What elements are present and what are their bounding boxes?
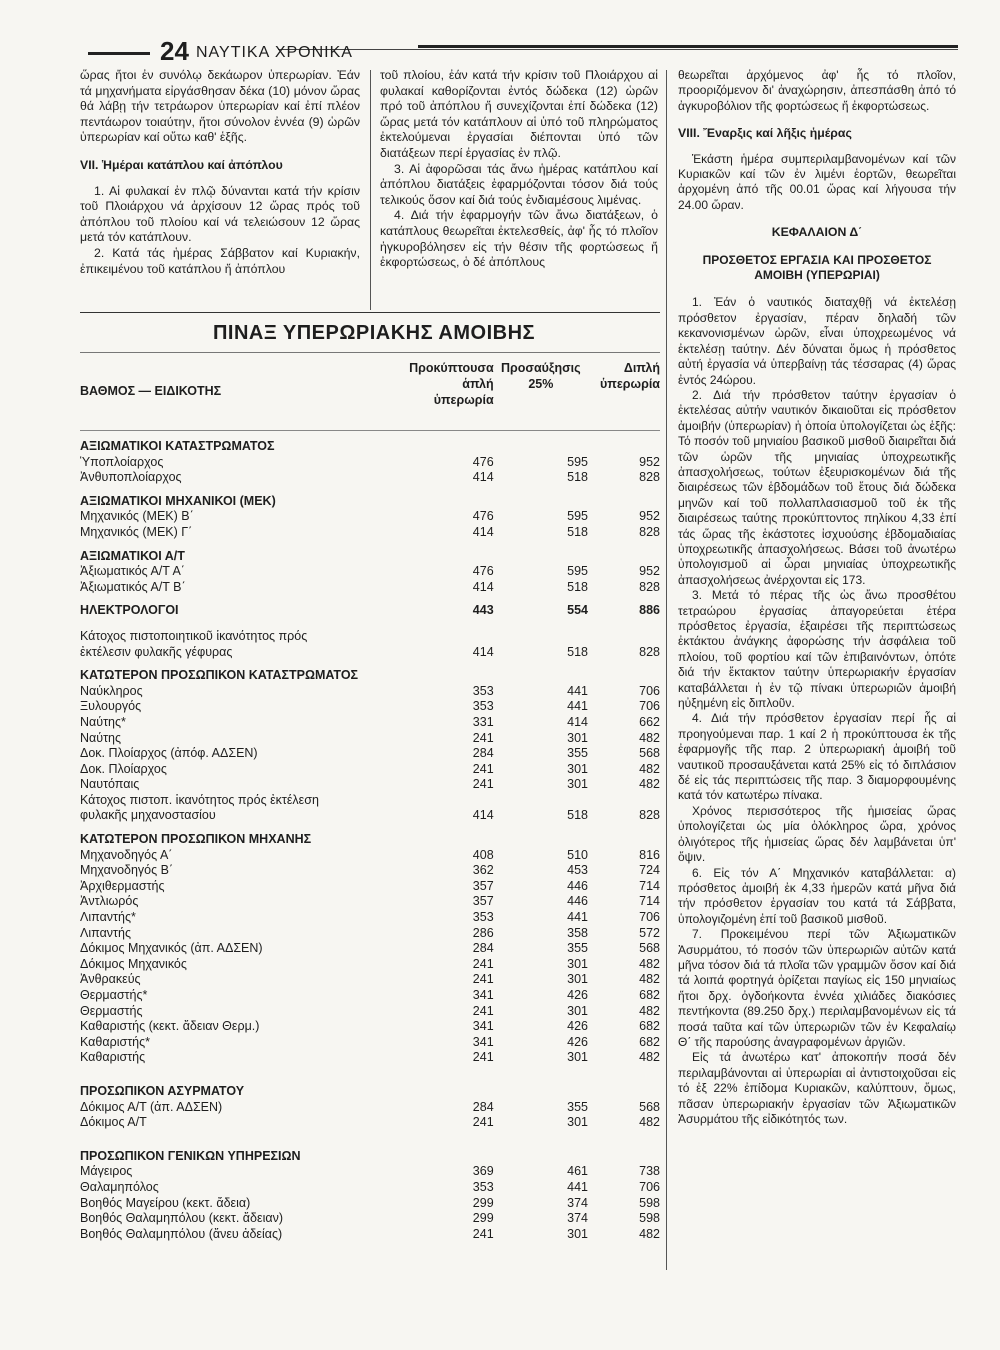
paragraph: Εἰς τά ἀνωτέρω κατ' ἀποκοπήν ποσά δέν περιλαμβάνονται αἱ ὑπερωρίαι αἱ ἀντιστοιχοῦσαι εἰς τό ἐξ 22% ἐπίδομα Κυριακῶν, καλύπτουν, ὅμως, πᾶσαν ὑπερωριακήν ἐργασίαν τῶν Ἀξιωματικῶν Ἀσυρμάτου τῆς εἰδικότητός των. bbox=[678, 1050, 956, 1126]
table-row bbox=[80, 848, 660, 864]
table-cell: 572 bbox=[639, 925, 660, 940]
table-cell: 426 bbox=[567, 1019, 589, 1034]
table-cell: 241 bbox=[472, 1115, 494, 1130]
table-row bbox=[80, 972, 660, 988]
table-cell: 301 bbox=[567, 1003, 589, 1018]
table-cell: 374 bbox=[567, 1195, 589, 1210]
table-cell: 828 bbox=[639, 808, 660, 823]
table-cell: 482 bbox=[639, 761, 660, 776]
table-row bbox=[80, 894, 660, 910]
text-column-1 bbox=[80, 68, 360, 277]
table-row bbox=[80, 1100, 660, 1116]
table-cell: 301 bbox=[567, 777, 589, 792]
table-cell: 828 bbox=[639, 470, 660, 485]
table-header-row bbox=[80, 360, 660, 408]
table-cell: 828 bbox=[639, 644, 660, 659]
page-header bbox=[88, 36, 958, 70]
table-cell: 414 bbox=[472, 808, 494, 823]
table-cell: Ξυλουργός bbox=[80, 699, 142, 714]
table-cell: 353 bbox=[472, 910, 494, 925]
table-cell: ΑΞΙΩΜΑΤΙΚΟΙ Α/Τ bbox=[80, 548, 185, 563]
table-section-row bbox=[80, 431, 660, 455]
table-cell: 355 bbox=[567, 746, 589, 761]
table-cell: Ναύτης bbox=[80, 730, 122, 745]
table-row bbox=[80, 470, 660, 486]
paragraph: 2. Διά τήν πρόσθετον ταύτην ἐργασίαν ὁ ἐκτελέσας αὐτήν ναυτικόν δικαιοῦται εἰς πρόσθετον ἀμοιβήν (ὑπερωρίαν) ἡ ὁποία ὑπολογίζεται ὡς ἑξῆς: Τό ποσόν τοῦ μηνιαίου βασικοῦ μισθοῦ διαιρεῖται διά τῶν ὡρῶν τῆς μηνιαίας ὑποχρεωτικῆς ἀπασχολήσεως, τούτων ἐξευρισκομένων διά τῆς διαιρέσεως τῶν ἑβδομάδων τοῦ ἔτους διά δώδεκα μηνῶν καί τοῦ πολλαπλασιασμοῦ τοῦ ἐκ τῆς διαιρέσεως ταύτης προκύπτοντος πηλίκου 4,33 ἐπί τάς ὥρας τῆς ἑκάστοτες ἰσχυούσης ἑβδομαδιαίας ὑποχρεωτικῆς ἀπασχολήσεως. Βάσει τοῦ ἀνωτέρω ὑπολογισμοῦ αἱ ὧραι μηνιαίας ὑποχρεωτικῆς ἀπασχολήσεως ἀνέρχονται εἰς 173. bbox=[678, 387, 956, 587]
table-cell: 414 bbox=[567, 714, 589, 729]
table-cell: Θερμαστής bbox=[80, 1003, 143, 1018]
table-cell: 518 bbox=[567, 524, 589, 539]
table-cell: ΠΡΟΣΩΠΙΚΟΝ ΑΣΥΡΜΑΤΟΥ bbox=[80, 1083, 245, 1098]
table-cell: Δόκιμος Μηχανικός (ἀπ. ΑΔΣΕΝ) bbox=[80, 941, 263, 956]
table-cell: 441 bbox=[567, 910, 589, 925]
table-row bbox=[80, 1019, 660, 1035]
paragraph: Χρόνος περισσότερος τῆς ἡμισείας ὥρας ὑπολογίζεται ὡς μία ὁλόκληρος ὥρα, χρόνος ὀλιγότερος τῆς ἡμισείας ὥρας δέν λαμβάνεται ὑπ' ὄψιν. bbox=[678, 803, 956, 865]
header-rule bbox=[418, 45, 958, 48]
column-divider bbox=[370, 70, 371, 310]
table-cell: 724 bbox=[639, 863, 660, 878]
table-row bbox=[80, 1211, 660, 1227]
table-row bbox=[80, 715, 660, 731]
paragraph: θεωρεῖται ἀρχόμενος ἀφ' ἧς τό πλοῖον, προοριζόμενον δι' ἀναχώρησιν, ἀπεσπάσθη ἀπό τό ἀγκυροβόλιον τῆς φορτώσεως ἤ ἐκφορτώσεως. bbox=[678, 68, 956, 113]
table-cell: 414 bbox=[472, 524, 494, 539]
paragraph: τοῦ πλοίου, ἐάν κατά τήν κρίσιν τοῦ Πλοιάρχου αἱ φυλακαί καθορίζονται ἐντός δώδεκα (12) ὡρῶν πρό τοῦ ἀπόπλου ἤ συνεχίζονται ἐπί δώδεκα (12) ὥρας μετά τόν κατάπλουν αἱ ὑπό τοῦ πληρώματος ἐκτελούμεναι ἐργασίαι διέπονται ὑπό τῶν διατάξεων περί ἐργασίας ἐν πλῷ. bbox=[380, 68, 658, 160]
table-cell: 518 bbox=[567, 808, 589, 823]
table-row bbox=[80, 595, 660, 619]
table-row bbox=[80, 863, 660, 879]
table-cell: Μηχανικός (ΜΕΚ) Β΄ bbox=[80, 509, 194, 524]
table-cell: 446 bbox=[567, 878, 589, 893]
table-cell: 518 bbox=[567, 470, 589, 485]
table-cell: 952 bbox=[639, 454, 660, 469]
table-row bbox=[80, 1180, 660, 1196]
table-cell: 476 bbox=[472, 454, 494, 469]
table-row bbox=[80, 564, 660, 580]
table-section-row bbox=[80, 1141, 660, 1165]
table-cell: Καθαριστής* bbox=[80, 1034, 150, 1049]
table-cell: 568 bbox=[639, 746, 660, 761]
table-cell: 476 bbox=[472, 509, 494, 524]
table-cell: 518 bbox=[567, 579, 589, 594]
table-cell: Δόκιμος Α/Τ bbox=[80, 1115, 147, 1130]
table-row bbox=[80, 1115, 660, 1131]
table-cell: Δόκιμος Α/Τ (ἀπ. ΑΔΣΕΝ) bbox=[80, 1099, 223, 1114]
table-cell: Μάγειρος bbox=[80, 1164, 133, 1179]
table-cell: 714 bbox=[639, 878, 660, 893]
table-row bbox=[80, 684, 660, 700]
table-cell: ΑΞΙΩΜΑΤΙΚΟΙ ΜΗΧΑΝΙΚΟΙ (ΜΕΚ) bbox=[80, 493, 276, 508]
table-section-row bbox=[80, 660, 660, 684]
table-cell: 482 bbox=[639, 1003, 660, 1018]
overtime-pay-table bbox=[80, 360, 660, 1242]
table-row bbox=[80, 1227, 660, 1243]
paragraph: 6. Εἰς τόν Α΄ Μηχανικόν καταβάλλεται: α) πρόσθετος ἀμοιβή ἐκ 4,33 ἡμερῶν κατά μῆνα διά τήν πρόσθετον ἐργασίαν του κατά τά Σάββατα, ὑπολογιζομένη ἐπί τοῦ βασικοῦ μισθοῦ. bbox=[678, 865, 956, 926]
table-cell: Ναύτης* bbox=[80, 714, 126, 729]
table-row bbox=[80, 1196, 660, 1212]
table-cell: 453 bbox=[567, 863, 589, 878]
table-row bbox=[80, 1004, 660, 1020]
table-cell: ΚΑΤΩΤΕΡΟΝ ΠΡΟΣΩΠΙΚΟΝ ΜΗΧΑΝΗΣ bbox=[80, 832, 312, 847]
table-cell: 568 bbox=[639, 1099, 660, 1114]
table-cell: Καθαριστής bbox=[80, 1050, 146, 1065]
table-cell: 301 bbox=[567, 956, 589, 971]
table-row bbox=[80, 580, 660, 596]
table-cell: 241 bbox=[472, 956, 494, 971]
column-header: ΒΑΘΜΟΣ — ΕΙΔΙΚΟΤΗΣ bbox=[80, 384, 222, 398]
table-row bbox=[80, 746, 660, 762]
table-cell: 299 bbox=[472, 1195, 494, 1210]
table-cell: 476 bbox=[472, 564, 494, 579]
table-cell: 414 bbox=[472, 644, 494, 659]
table-cell: 357 bbox=[472, 878, 494, 893]
table-cell: 353 bbox=[472, 1179, 494, 1194]
table-cell: 828 bbox=[639, 524, 660, 539]
table-cell: Μηχανικός (ΜΕΚ) Γ΄ bbox=[80, 524, 193, 539]
table-cell: 241 bbox=[472, 972, 494, 987]
table-cell: Λιπαντής bbox=[80, 925, 131, 940]
section-heading: VIII. Ἔναρξις καί λῆξις ἡμέρας bbox=[678, 126, 852, 141]
table-cell: 816 bbox=[639, 847, 660, 862]
paragraph: Ἑκάστη ἡμέρα συμπεριλαμβανομένων καί τῶν Κυριακῶν καί τῶν ἐν λιμένι ἑορτῶν, θεωρεῖται ἀρχομένη ἀπό τῆς 00.01 ὥρας καί λήγουσα τήν 24.00 ὥραν. bbox=[678, 151, 956, 212]
table-cell: 568 bbox=[639, 941, 660, 956]
table-cell: 355 bbox=[567, 1099, 589, 1114]
table-cell: 301 bbox=[567, 761, 589, 776]
header-rule bbox=[278, 49, 958, 50]
table-cell: 341 bbox=[472, 1034, 494, 1049]
table-row bbox=[80, 731, 660, 747]
table-cell: 828 bbox=[639, 579, 660, 594]
table-cell: 510 bbox=[567, 847, 589, 862]
table-cell: 241 bbox=[472, 761, 494, 776]
table-cell: Ἀνθυποπλοίαρχος bbox=[80, 470, 182, 485]
paragraph: 2. Κατά τάς ἡμέρας Σάββατον καί Κυριακήν, ἐπικειμένου τοῦ κατάπλου ἤ ἀπόπλου bbox=[80, 245, 360, 276]
table-cell: Δοκ. Πλοίαρχος bbox=[80, 761, 167, 776]
table-cell: ΚΑΤΩΤΕΡΟΝ ΠΡΟΣΩΠΙΚΟΝ ΚΑΤΑΣΤΡΩΜΑΤΟΣ bbox=[80, 668, 359, 683]
table-cell: 952 bbox=[639, 509, 660, 524]
table-cell: 706 bbox=[639, 683, 660, 698]
paragraph: 1. Αἱ φυλακαί ἐν πλῷ δύνανται κατά τήν κρίσιν τοῦ Πλοιάρχου νά ἀρχίσουν 12 ὥρας πρός τοῦ ἀπόπλου τοῦ πλοίου καί νά τελειώσουν 12 ὥρας μετά τόν κατάπλουν. bbox=[80, 183, 360, 245]
table-cell: 358 bbox=[567, 925, 589, 940]
table-cell: 284 bbox=[472, 941, 494, 956]
paragraph: ὥρας ἤτοι ἐν συνόλῳ δεκάωρον ὑπερωρίαν. Ἐάν τά μηχανήματα εἰργάσθησαν δέκα (10) μόνον ὥρας θά λάβῃ τήν τετράωρον ὑπερωρίαν καί ἐπί πλέον πεντάωρον τοιαύτην, ἤτοι σύνολον ἐννέα (9) ὡρῶν ὑπερωρίαν καί οὕτω καθ' ἑξῆς. bbox=[80, 68, 360, 145]
table-section-row bbox=[80, 1076, 660, 1100]
table-cell: 738 bbox=[639, 1164, 660, 1179]
table-cell: 595 bbox=[567, 454, 589, 469]
table-cell: 443 bbox=[472, 603, 494, 618]
table-cell: 598 bbox=[639, 1195, 660, 1210]
table-cell: Ἀρχιθερμαστής bbox=[80, 878, 165, 893]
table-cell: 241 bbox=[472, 1050, 494, 1065]
table-cell: 682 bbox=[639, 1019, 660, 1034]
table-cell: Βοηθός Θαλαμηπόλου (κεκτ. ἄδειαν) bbox=[80, 1211, 283, 1226]
table-cell: 446 bbox=[567, 894, 589, 909]
table-row bbox=[80, 1035, 660, 1051]
table-cell: Ἀξιωματικός Α/Τ Α΄ bbox=[80, 564, 185, 579]
table-row bbox=[80, 910, 660, 926]
table-cell: 284 bbox=[472, 746, 494, 761]
column-header: Διπλή ὑπερωρία bbox=[600, 361, 660, 391]
table-cell: Ὑποπλοίαρχος bbox=[80, 454, 164, 469]
table-row bbox=[80, 629, 660, 660]
table-cell: 441 bbox=[567, 1179, 589, 1194]
table-cell: 408 bbox=[472, 847, 494, 862]
table-row bbox=[80, 988, 660, 1004]
table-cell: 301 bbox=[567, 972, 589, 987]
table-cell: 414 bbox=[472, 470, 494, 485]
text-column-2 bbox=[380, 68, 658, 271]
table-row bbox=[80, 1164, 660, 1180]
table-cell: Λιπαντής* bbox=[80, 910, 136, 925]
table-row bbox=[80, 762, 660, 778]
journal-title: ΝΑΥΤΙΚΑ ΧΡΟΝΙΚΑ bbox=[196, 44, 353, 61]
table-cell: 353 bbox=[472, 699, 494, 714]
table-cell: 682 bbox=[639, 1034, 660, 1049]
table-row bbox=[80, 957, 660, 973]
table-cell: 355 bbox=[567, 941, 589, 956]
table-cell: 441 bbox=[567, 699, 589, 714]
paragraph: 4. Διά τήν ἐφαρμογήν τῶν ἄνω διατάξεων, ὁ κατάπλους θεωρεῖται ἐκτελεσθείς, ἀφ' ἧς τό πλοῖον ἠγκυροβόλησεν εἰς τήν θέσιν τῆς φορτώσεως ἤ ἐκφορτώσεως, ὁ δέ ἀπόπλους bbox=[380, 208, 658, 270]
table-cell: 426 bbox=[567, 988, 589, 1002]
table-cell: ΠΡΟΣΩΠΙΚΟΝ ΓΕΝΙΚΩΝ ΥΠΗΡΕΣΙΩΝ bbox=[80, 1148, 301, 1163]
table-cell: 241 bbox=[472, 1226, 494, 1241]
chapter-heading: ΚΕΦΑΛΑΙΟΝ Δ΄ bbox=[771, 225, 863, 240]
paragraph: 4. Διά τήν πρόσθετον ἐργασίαν περί ἧς αἱ προηγούμεναι παρ. 1 καί 2 ἡ προκύπτουσα ἐκ τῆς ἐφαρμογῆς τῆς παρ. 2 ὑπερωριακή ἀμοιβή τοῦ ναυτικοῦ προσαυξάνεται κατά 25% εἰς τό διπλάσιον δέ εἰς τάς περιπτώσεις τῆς παρ. 3 διαμορφουμένης κατά τόν κατωτέρω πίνακα. bbox=[678, 711, 956, 803]
table-cell: 886 bbox=[639, 603, 660, 618]
table-cell: 301 bbox=[567, 1226, 589, 1241]
table-row bbox=[80, 509, 660, 525]
table-cell: 482 bbox=[639, 1050, 660, 1065]
table-section-row bbox=[80, 486, 660, 510]
table-title: ΠΙΝΑΞ ΥΠΕΡΩΡΙΑΚΗΣ ΑΜΟΙΒΗΣ bbox=[212, 322, 536, 344]
table-cell: ΗΛΕΚΤΡΟΛΟΓΟΙ bbox=[80, 603, 179, 618]
table-row bbox=[80, 793, 660, 824]
table-cell: 595 bbox=[567, 509, 589, 524]
table-cell: Δοκ. Πλοίαρχος (ἀπόφ. ΑΔΣΕΝ) bbox=[80, 746, 258, 761]
table-cell: 286 bbox=[472, 925, 494, 940]
table-cell: Ναυτόπαις bbox=[80, 777, 140, 792]
section-heading: VII. Ἡμέραι κατάπλου καί ἀπόπλου bbox=[80, 157, 283, 172]
table-cell: Ἀνθρακεύς bbox=[80, 972, 141, 987]
header-rule bbox=[88, 52, 150, 55]
table-cell: 706 bbox=[639, 1179, 660, 1194]
paragraph: 7. Προκειμένου περί τῶν Ἀξιωματικῶν Ἀσυρμάτου, τό ποσόν τῶν ὑπερωριῶν αὐτῶν κατά μῆνα τόσον διά τά πλοῖα τῶν γραμμῶν ὅσον καί διά τά λοιπά φορτηγά ὁρίζεται παγίως εἰς 150 μηνιαίως ἤτοι δρχ. ὀγδοήκοντα ἐννέα χιλιάδες διακόσιες πεντήκοντα (89.250 δρχ.) περιλαμβανομένων εἰς τά ποσά ταῦτα καί τῶν ὑπερωριῶν τῶν ἐν Κεφαλαίῳ Θ΄ τῆς παρούσης ἀναγραφομένων ἀργιῶν. bbox=[678, 927, 956, 1049]
table-cell: 357 bbox=[472, 894, 494, 909]
text-column-3 bbox=[678, 68, 956, 1127]
table-cell: ΑΞΙΩΜΑΤΙΚΟΙ ΚΑΤΑΣΤΡΩΜΑΤΟΣ bbox=[80, 439, 275, 453]
table-cell: Βοηθός Θαλαμηπόλου (ἄνευ ἀδείας) bbox=[80, 1226, 283, 1241]
table-cell: Θερμαστής* bbox=[80, 988, 148, 1002]
table-cell: Βοηθός Μαγείρου (κεκτ. ἄδεια) bbox=[80, 1195, 251, 1210]
table-cell: Θαλαμηπόλος bbox=[80, 1179, 159, 1194]
table-cell: Δόκιμος Μηχανικός bbox=[80, 956, 187, 971]
table-row bbox=[80, 1050, 660, 1066]
table-cell: 362 bbox=[472, 863, 494, 878]
page-number: 24 bbox=[160, 36, 189, 66]
table-cell: 598 bbox=[639, 1211, 660, 1226]
table-row bbox=[80, 941, 660, 957]
table-cell: 301 bbox=[567, 1050, 589, 1065]
table-row bbox=[80, 525, 660, 541]
table-cell: Κάτοχος πιστοπ. ἱκανότητος πρός ἐκτέλεση φυλακῆς μηχανοστασίου bbox=[80, 792, 319, 823]
table-cell: Ἀξιωματικός Α/Τ Β΄ bbox=[80, 579, 186, 594]
table-row bbox=[80, 777, 660, 793]
table-section-row bbox=[80, 824, 660, 848]
table-cell: 482 bbox=[639, 972, 660, 987]
table-cell: 714 bbox=[639, 894, 660, 909]
table-cell: 301 bbox=[567, 730, 589, 745]
table-cell: Ναύκληρος bbox=[80, 683, 143, 698]
column-header: Προκύπτουσα ἁπλή ὑπερωρία bbox=[409, 361, 494, 407]
table-rule bbox=[80, 352, 660, 353]
table-cell: 518 bbox=[567, 644, 589, 659]
table-cell: 341 bbox=[472, 988, 494, 1002]
paragraph: 1. Ἐάν ὁ ναυτικός διαταχθῇ νά ἐκτελέσῃ πρόσθετον ἐργασίαν, πέραν δηλαδή τῶν κεκανονισμένων ὡρῶν, εἶναι ὑποχρεωμένος νά ἐκτελέσῃ ταύτην. Δέν δύναται ὅμως ἡ πρόσθετος αὐτή ἐργασία νά ὑπερβαίνῃ τάς τέσσαρας (4) ὥρας ἐντός 24ώρου. bbox=[678, 295, 956, 387]
table-row bbox=[80, 879, 660, 895]
table-cell: 301 bbox=[567, 1115, 589, 1130]
table-cell: 414 bbox=[472, 579, 494, 594]
table-cell: 706 bbox=[639, 910, 660, 925]
table-cell: 284 bbox=[472, 1099, 494, 1114]
column-divider bbox=[666, 70, 667, 1270]
table-cell: 554 bbox=[567, 603, 589, 618]
table-cell: 595 bbox=[567, 564, 589, 579]
table-cell: 682 bbox=[639, 988, 660, 1002]
table-section-row bbox=[80, 541, 660, 565]
table-cell: 706 bbox=[639, 699, 660, 714]
table-cell: Μηχανοδηγός Β΄ bbox=[80, 863, 174, 878]
table-cell: 241 bbox=[472, 777, 494, 792]
table-cell: 299 bbox=[472, 1211, 494, 1226]
table-cell: 353 bbox=[472, 683, 494, 698]
table-cell: 241 bbox=[472, 1003, 494, 1018]
table-cell: 461 bbox=[567, 1164, 589, 1179]
table-cell: 426 bbox=[567, 1034, 589, 1049]
table-top-rule bbox=[80, 312, 660, 313]
table-row bbox=[80, 455, 660, 471]
table-row bbox=[80, 926, 660, 942]
table-cell: 369 bbox=[472, 1164, 494, 1179]
column-header: Προσαύξησις 25% bbox=[501, 361, 581, 391]
table-cell: 482 bbox=[639, 730, 660, 745]
table-cell: 441 bbox=[567, 683, 589, 698]
table-cell: Καθαριστής (κεκτ. ἄδειαν Θερμ.) bbox=[80, 1019, 260, 1034]
paragraph: 3. Αἱ ἀφορῶσαι τάς ἄνω ἡμέρας κατάπλου καί ἀπόπλου διατάξεις ἐφαρμόζονται τόσον διά τούς τελικούς ὅσον καί διά τούς ἐνδιαμέσους λιμένας. bbox=[380, 161, 658, 207]
table-cell: 331 bbox=[472, 714, 494, 729]
table-cell: 482 bbox=[639, 1226, 660, 1241]
table-cell: 374 bbox=[567, 1211, 589, 1226]
table-cell: Μηχανοδηγός Α΄ bbox=[80, 847, 173, 862]
table-cell: 482 bbox=[639, 1115, 660, 1130]
paragraph: 3. Μετά τό πέρας τῆς ὡς ἄνω προσθέτου τετραώρου ἐργασίας ἀπαγορεύεται ἑτέρα πρόσθετος ἐργασία, ἐξαιρέσει τῆς περιπτώσεως ἐκτάκτου ἀνάγκης ἀφορώσης τήν ἀσφάλεια τοῦ πλοίου, τοῦ φορτίου καί τῶν ἐπιβαινόντων, ὁπότε διά τήν ἔκτακτον ταύτην ὑπερωριακήν ἐργασίαν καταβάλλεται ἡ ἐν τῷ πίνακι ὑπερωριῶν ἀμοιβή ηὐξημένη εἰς διπλοῦν. bbox=[678, 588, 956, 711]
table-cell: Ἀντλιωρός bbox=[80, 894, 139, 909]
table-cell: Κάτοχος πιστοποιητικοῦ ἱκανότητος πρός ἐκτέλεσιν φυλακῆς γέφυρας bbox=[80, 628, 308, 659]
table-cell: 662 bbox=[639, 714, 660, 729]
table-cell: 341 bbox=[472, 1019, 494, 1034]
chapter-title: ΠΡΟΣΘΕΤΟΣ ΕΡΓΑΣΙΑ ΚΑΙ ΠΡΟΣΘΕΤΟΣ ΑΜΟΙΒΗ (ΥΠΕΡΩΡΙΑΙ) bbox=[702, 252, 932, 283]
table-row bbox=[80, 699, 660, 715]
table-cell: 952 bbox=[639, 564, 660, 579]
table-cell: 482 bbox=[639, 956, 660, 971]
table-cell: 482 bbox=[639, 777, 660, 792]
table-cell: 241 bbox=[472, 730, 494, 745]
